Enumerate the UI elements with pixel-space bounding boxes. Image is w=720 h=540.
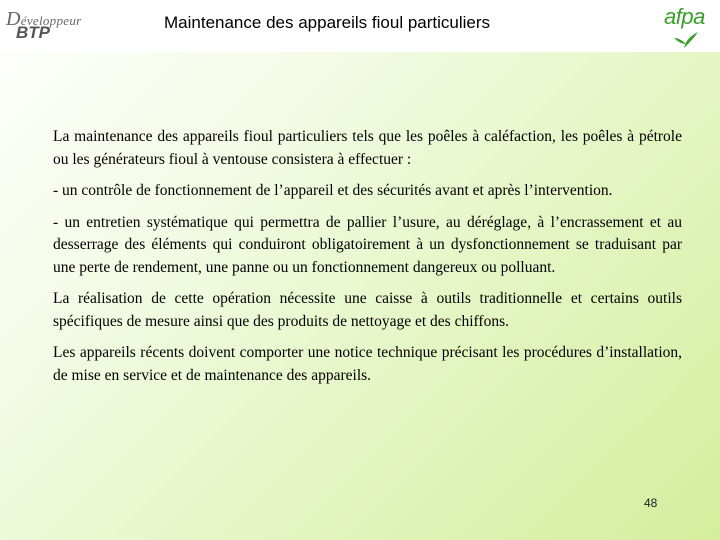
- afpa-logo-text: afpa: [664, 4, 705, 29]
- paragraph-outillage: La réalisation de cette opération nécessite une caisse à outils traditionnelle et certains outils spécifiques de mesure ainsi que des produits de nettoyage et des chiffons.: [53, 290, 682, 330]
- afpa-leaf-icon: [664, 4, 712, 50]
- page-number: 48: [644, 496, 658, 510]
- developpeur-btp-logo: [6, 8, 82, 44]
- page-title: Maintenance des appareils fioul particuliers: [164, 13, 491, 32]
- paragraph-notice: Les appareils récents doivent comporter une notice technique précisant les procédures d’installation, de mise en service et de maintenance des appareils.: [53, 344, 682, 384]
- afpa-logo: [664, 4, 712, 50]
- paragraph-entretien: - un entretien systématique qui permettra de pallier l’usure, au déréglage, à l’encrassement et au desserrage des éléments qui conduiront obligatoirement à un dysfonctionnement se traduisant par une perte de rendement, une panne ou un fonctionnement dangereux ou polluant.: [53, 213, 682, 276]
- paragraph-intro: La maintenance des appareils fioul particuliers tels que les poêles à caléfaction, les poêles à pétrole ou les générateurs fioul à ventouse consistera à effectuer :: [53, 128, 682, 168]
- logo-left-line2: BTP: [16, 23, 50, 42]
- slide-header: [0, 0, 720, 52]
- logo-left-line1: Développeur: [6, 8, 82, 30]
- paragraph-controle: - un contrôle de fonctionnement de l’appareil et des sécurités avant et après l’intervention.: [53, 182, 613, 199]
- slide-body: [53, 126, 682, 396]
